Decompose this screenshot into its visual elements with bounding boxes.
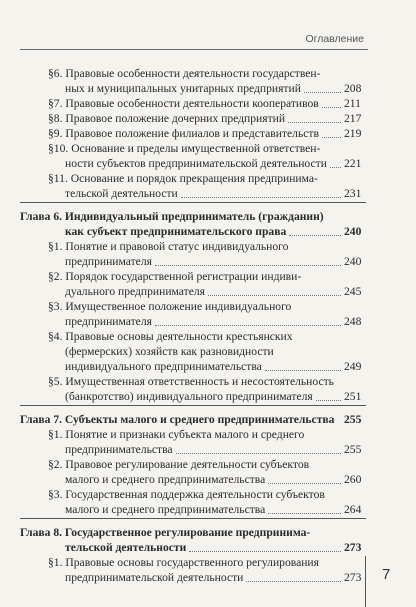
chapter-separator (20, 405, 366, 406)
toc-section-line: §1. Понятие и правовой статус индивидуального (48, 240, 289, 253)
toc-section-line: предпринимателя (65, 315, 152, 328)
toc-dot-leader (265, 370, 341, 371)
toc-section-line: ности субъектов предпринимательской деятельности (65, 157, 327, 170)
toc-page-number: 217 (344, 112, 362, 125)
toc-dot-leader (176, 453, 341, 454)
toc-dot-leader (322, 107, 341, 108)
toc-chapter-line: тельской деятельности (65, 541, 187, 554)
toc-section-line: §7. Правовые особенности деятельности кооперативов (48, 97, 319, 110)
toc-page-number: 273 (344, 571, 362, 584)
toc-page-number: 255 (344, 443, 362, 456)
toc-chapter-line: Глава 7. Субъекты малого и среднего предпринимательства (20, 413, 335, 426)
toc-dot-leader (304, 92, 341, 93)
toc-page-number: 211 (344, 97, 361, 110)
toc-dot-leader (246, 581, 341, 582)
toc-section-line: малого и среднего предпринимательства (65, 503, 266, 516)
toc-dot-leader (155, 265, 341, 266)
toc-page-number: 240 (344, 225, 362, 238)
toc-dot-leader (322, 137, 341, 138)
chapter-separator (20, 202, 366, 203)
toc-section-line: индивидуального предпринимательства (65, 360, 262, 373)
toc-dot-leader (208, 295, 341, 296)
toc-section-line: §4. Правовые основы деятельности крестьянских (48, 330, 293, 343)
toc-section-line: (фермерских) хозяйств как разновидности (65, 345, 274, 358)
toc-page-number: 231 (344, 187, 362, 200)
running-header: Оглавление (305, 33, 364, 45)
toc-section-line: предпринимательства (65, 443, 173, 456)
toc-section-line: §3. Имущественное положение индивидуального (48, 300, 292, 313)
toc-section-line: ных и муниципальных унитарных предприятий (65, 82, 301, 95)
chapter-separator (20, 518, 366, 519)
toc-section-line: предпринимательской деятельности (65, 571, 244, 584)
toc-page-number: 248 (344, 315, 362, 328)
toc-page-number: 208 (344, 82, 362, 95)
toc-dot-leader (181, 197, 341, 198)
toc-dot-leader (268, 513, 341, 514)
toc-page-number: 221 (344, 157, 362, 170)
toc-section-line: (банкротство) индивидуального предпринимателя (65, 390, 313, 403)
toc-page-number: 264 (344, 503, 362, 516)
toc-section-line: §9. Правовое положение филиалов и представительств (48, 127, 319, 140)
toc-section-line: §6. Правовые особенности деятельности государствен- (48, 67, 321, 80)
toc-dot-leader (330, 167, 341, 168)
toc-dot-leader (288, 122, 341, 123)
toc-section-line: малого и среднего предпринимательства (65, 473, 266, 486)
toc-page-number: 219 (344, 127, 362, 140)
toc-section-line: §10. Основание и пределы имущественной ответствен- (48, 142, 321, 155)
toc-page-number: 251 (344, 390, 362, 403)
toc-section-line: §1. Правовые основы государственного регулирования (48, 556, 319, 569)
toc-dot-leader (189, 551, 341, 552)
toc-section-line: §5. Имущественная ответственность и несостоятельность (48, 375, 334, 388)
toc-section-line: предпринимателя (65, 255, 152, 268)
toc-section-line: §3. Государственная поддержка деятельности субъектов (48, 488, 325, 501)
toc-section-line: §2. Порядок государственной регистрации индиви- (48, 270, 302, 283)
toc-dot-leader (268, 483, 341, 484)
toc-section-line: §1. Понятие и признаки субъекта малого и среднего (48, 428, 305, 441)
toc-chapter-line: как субъект предпринимательского права (65, 225, 287, 238)
toc-section-line: дуального предпринимателя (65, 285, 205, 298)
header-rule (20, 49, 368, 50)
toc-page-number: 273 (344, 541, 362, 554)
toc-chapter-line: Глава 8. Государственное регулирование предпринима- (20, 526, 311, 539)
toc-section-line: тельской деятельности (65, 187, 178, 200)
toc-page-number: 260 (344, 473, 362, 486)
toc-page-number: 249 (344, 360, 362, 373)
toc-chapter-line: Глава 6. Индивидуальный предприниматель (гражданин) (20, 210, 324, 223)
toc-section-line: §11. Основание и порядок прекращения предпринима- (48, 172, 318, 185)
page-number: 7 (382, 566, 391, 583)
toc-dot-leader (155, 325, 341, 326)
footer-rule (365, 556, 366, 607)
toc-dot-leader (316, 400, 341, 401)
toc-section-line: §2. Правовое регулирование деятельности субъектов (48, 458, 310, 471)
toc-page-number: 245 (344, 285, 362, 298)
toc-dot-leader (289, 235, 341, 236)
toc-page-number: 240 (344, 255, 362, 268)
toc-section-line: §8. Правовое положение дочерних предприятий (48, 112, 286, 125)
toc-page-number: 255 (344, 413, 362, 426)
